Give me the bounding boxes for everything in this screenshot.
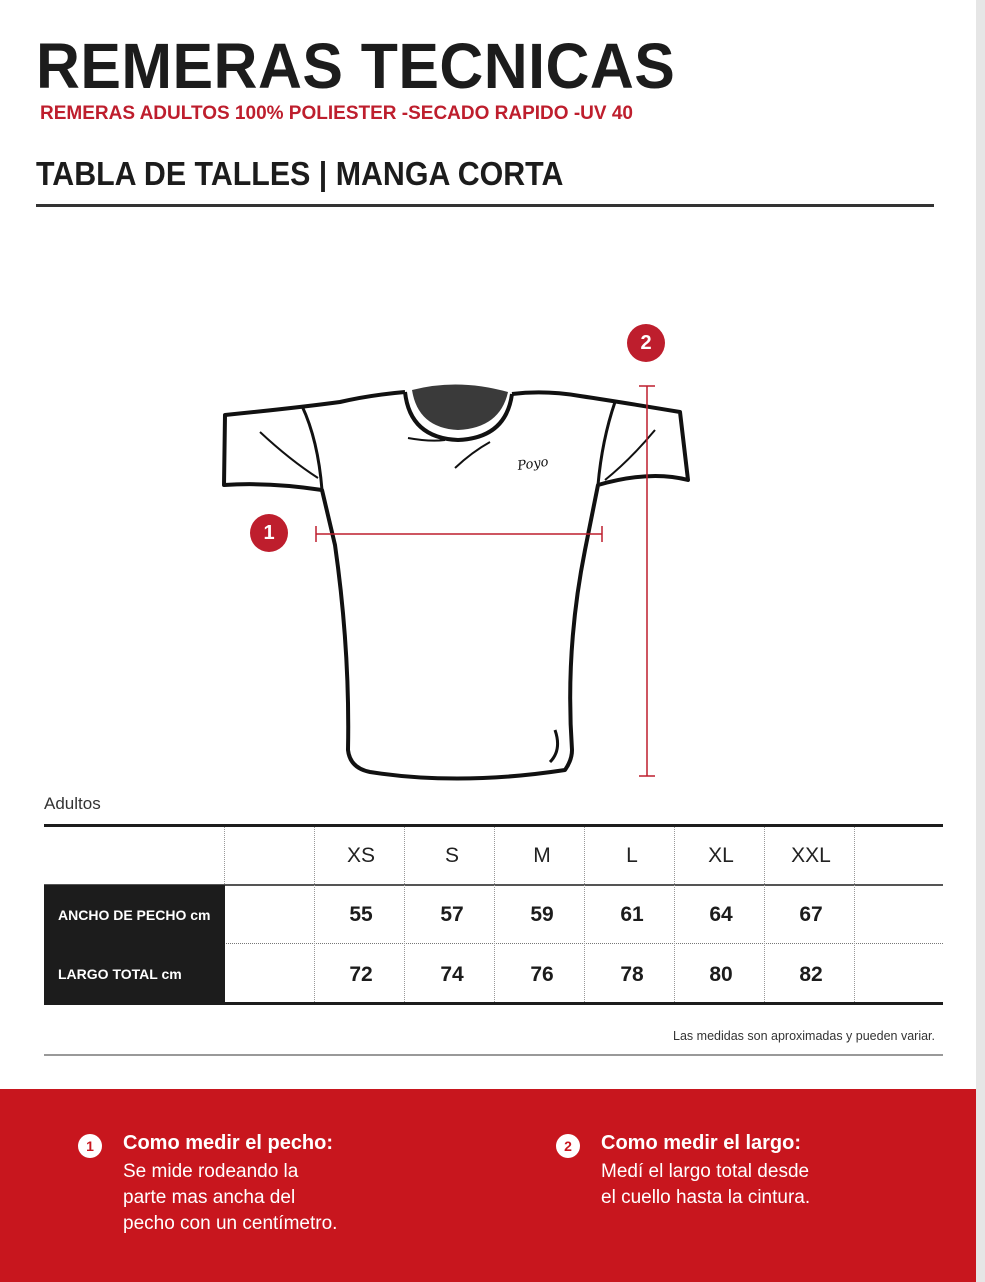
tip-body: Se mide rodeando la parte mas ancha del pecho con un centímetro. (123, 1161, 338, 1234)
table-cell: 57 (440, 903, 464, 926)
table-cell: 80 (709, 963, 733, 986)
tip-body: Medí el largo total desde el cuello hasta la cintura. (601, 1161, 811, 1208)
table-cell: 76 (530, 963, 554, 986)
row-label-total-length: LARGO TOTAL cm (44, 944, 225, 1003)
shirt-body-outline (224, 392, 688, 779)
table-cell: 72 (349, 963, 373, 986)
footer-divider (44, 1054, 943, 1056)
fold-line (455, 442, 490, 468)
page-title: REMERAS TECNICAS (36, 30, 676, 102)
fold-line (260, 432, 318, 478)
table-cell: 78 (620, 963, 644, 986)
left-sleeve-seam (302, 406, 322, 490)
column-separator (314, 827, 315, 1002)
table-cell: 55 (349, 903, 373, 926)
section-divider (36, 204, 934, 207)
brand-logo: Poyo (516, 454, 550, 474)
page-subtitle: REMERAS ADULTOS 100% POLIESTER -SECADO RAPIDO -UV 40 (40, 103, 633, 124)
table-cell: 61 (620, 903, 644, 926)
page-edge (976, 0, 985, 1282)
size-header-l: L (626, 844, 638, 867)
size-header-xxl: XXL (791, 844, 831, 867)
table-cell: 59 (530, 903, 554, 926)
length-measure-badge: 2 (627, 324, 665, 362)
row-label-chest-width: ANCHO DE PECHO cm (44, 885, 225, 944)
tip-number-badge: 1 (78, 1134, 102, 1158)
section-title: TABLA DE TALLES | MANGA CORTA (36, 155, 564, 192)
size-header-xl: XL (708, 844, 734, 867)
size-header-xs: XS (346, 844, 375, 867)
table-caption: Adultos (44, 794, 101, 813)
fold-line (550, 730, 558, 762)
disclaimer-note: Las medidas son aproximadas y pueden variar. (673, 1029, 935, 1043)
collar-inside (412, 384, 508, 430)
table-cell: 64 (709, 903, 733, 926)
table-cell: 82 (799, 963, 823, 986)
tip-title: Como medir el largo: (601, 1132, 802, 1154)
tshirt-outline-icon (200, 320, 720, 790)
chest-measure-badge: 1 (250, 514, 288, 552)
table-cell: 67 (799, 903, 823, 926)
size-header-s: S (444, 844, 459, 867)
tip-number-badge: 2 (556, 1134, 580, 1158)
tip-title: Como medir el pecho: (123, 1132, 334, 1154)
table-cell: 74 (440, 963, 464, 986)
size-header-m: M (533, 844, 551, 867)
